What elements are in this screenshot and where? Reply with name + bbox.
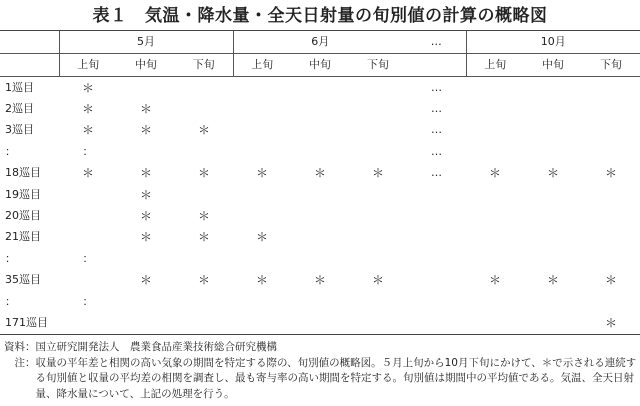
empty-cell [582, 227, 640, 248]
empty-cell [233, 184, 291, 205]
empty-cell [466, 120, 524, 141]
asterisk-mark: ＊ [198, 230, 211, 245]
empty-cell [524, 98, 582, 119]
table-row [0, 120, 640, 141]
period-header-empty [407, 54, 466, 77]
empty-cell [117, 312, 175, 334]
period-header: 下旬 [349, 54, 407, 77]
asterisk-mark: ＊ [81, 102, 94, 117]
table-row [0, 312, 640, 334]
empty-cell [349, 248, 407, 269]
empty-cell [407, 227, 466, 248]
empty-cell [175, 248, 233, 269]
empty-cell [233, 98, 291, 119]
source-text: 国立研究開発法人 農業食品産業技術総合研究機構 [35, 341, 277, 353]
period-header: 中旬 [291, 54, 349, 77]
asterisk-mark: ＊ [139, 273, 152, 288]
row-label: 35巡目 [5, 273, 41, 287]
empty-cell [117, 248, 175, 269]
empty-cell [407, 270, 466, 291]
empty-cell [349, 205, 407, 226]
empty-cell [291, 205, 349, 226]
empty-cell [291, 291, 349, 312]
period-header: 中旬 [117, 54, 175, 77]
row-label: 20巡目 [5, 209, 41, 223]
month-header: 10月 [466, 31, 640, 54]
period-header: 上旬 [466, 54, 524, 77]
empty-cell [291, 227, 349, 248]
empty-cell [466, 291, 524, 312]
row-label: 21巡目 [5, 230, 41, 244]
corner-cell [0, 31, 59, 54]
asterisk-mark: ＊ [256, 166, 269, 181]
empty-cell [582, 120, 640, 141]
asterisk-mark: ＊ [198, 209, 211, 224]
empty-cell [466, 312, 524, 334]
table-row [0, 248, 640, 269]
month-header: 5月 [59, 31, 233, 54]
row-label: 2巡目 [5, 102, 34, 116]
period-header: 下旬 [175, 54, 233, 77]
empty-cell [524, 291, 582, 312]
empty-cell [175, 184, 233, 205]
row-label: 1巡目 [5, 80, 34, 94]
period-header-row [0, 54, 640, 77]
period-header: 上旬 [59, 54, 117, 77]
empty-cell [524, 77, 582, 99]
note-text: 収量の平年差と相関の高い気象の期間を特定する際の、旬別値の概略図。５月上旬から10月下旬にかけて、＊で示される連続する旬別値と収量の平均差の相関を調査し、最も寄与率の高い期間を特定する。旬別値は期間中の平均値である。気温、全天日射量、降水量について、上記の処理を行う。 [35, 356, 637, 400]
asterisk-mark: ＊ [139, 123, 152, 138]
asterisk-mark: ＊ [547, 166, 560, 181]
empty-cell [466, 205, 524, 226]
empty-cell [466, 248, 524, 269]
empty-cell [582, 141, 640, 162]
asterisk-mark: ＊ [256, 273, 269, 288]
empty-cell [291, 77, 349, 99]
empty-cell [59, 227, 117, 248]
empty-cell [117, 141, 175, 162]
calculation-table [0, 30, 640, 335]
row-label: 171巡目 [0, 312, 59, 334]
empty-cell [524, 141, 582, 162]
asterisk-mark: ＊ [139, 209, 152, 224]
table-row [0, 270, 640, 291]
empty-cell [524, 184, 582, 205]
row-label-header [0, 54, 59, 77]
empty-cell [349, 227, 407, 248]
ellipsis-mark: … [431, 102, 443, 116]
empty-cell [466, 98, 524, 119]
empty-cell [175, 98, 233, 119]
empty-cell [59, 205, 117, 226]
table-row [0, 291, 640, 312]
empty-cell [466, 77, 524, 99]
empty-cell [291, 120, 349, 141]
table-row [0, 227, 640, 248]
empty-cell [349, 312, 407, 334]
empty-cell [117, 77, 175, 99]
continuation-mark: ： [82, 144, 94, 158]
empty-cell [524, 120, 582, 141]
empty-cell [291, 312, 349, 334]
ellipsis-mark: … [431, 144, 443, 158]
empty-cell [349, 98, 407, 119]
empty-cell [233, 248, 291, 269]
empty-cell [59, 270, 117, 291]
row-label: 19巡目 [5, 187, 41, 201]
empty-cell [233, 120, 291, 141]
table-row [0, 141, 640, 162]
asterisk-mark: ＊ [256, 230, 269, 245]
period-header: 中旬 [524, 54, 582, 77]
asterisk-mark: ＊ [489, 273, 502, 288]
row-label: ： [5, 144, 16, 158]
table-row [0, 205, 640, 226]
empty-cell [582, 77, 640, 99]
empty-cell [524, 312, 582, 334]
asterisk-mark: ＊ [81, 80, 94, 95]
note-line [4, 356, 638, 403]
table-body [0, 77, 640, 335]
empty-cell [582, 184, 640, 205]
empty-cell [233, 205, 291, 226]
empty-cell [117, 291, 175, 312]
empty-cell [291, 184, 349, 205]
empty-cell [175, 312, 233, 334]
empty-cell [582, 248, 640, 269]
empty-cell [466, 184, 524, 205]
asterisk-mark: ＊ [547, 273, 560, 288]
continuation-mark: ： [82, 251, 94, 265]
asterisk-mark: ＊ [198, 273, 211, 288]
period-header: 下旬 [582, 54, 640, 77]
empty-cell [582, 205, 640, 226]
asterisk-mark: ＊ [605, 166, 618, 181]
row-label: ： [5, 251, 16, 265]
empty-cell [175, 77, 233, 99]
row-label: ： [5, 294, 16, 308]
asterisk-mark: ＊ [372, 273, 385, 288]
empty-cell [407, 205, 466, 226]
row-label: 3巡目 [5, 123, 34, 137]
table-row [0, 77, 640, 99]
asterisk-mark: ＊ [81, 123, 94, 138]
ellipsis-mark: … [431, 166, 443, 180]
asterisk-mark: ＊ [314, 166, 327, 181]
month-header: 6月 [233, 31, 407, 54]
empty-cell [466, 227, 524, 248]
empty-cell [175, 141, 233, 162]
empty-cell [291, 248, 349, 269]
empty-cell [233, 77, 291, 99]
empty-cell [59, 184, 117, 205]
continuation-mark: ： [82, 294, 94, 308]
empty-cell [233, 141, 291, 162]
empty-cell [524, 248, 582, 269]
empty-cell [349, 291, 407, 312]
empty-cell [524, 227, 582, 248]
source-line [4, 340, 638, 356]
empty-cell [466, 141, 524, 162]
asterisk-mark: ＊ [81, 166, 94, 181]
asterisk-mark: ＊ [139, 187, 152, 202]
empty-cell [291, 98, 349, 119]
empty-cell [349, 184, 407, 205]
empty-cell [349, 141, 407, 162]
month-header-ellipsis: … [407, 31, 466, 54]
table-row [0, 184, 640, 205]
table-row [0, 163, 640, 184]
asterisk-mark: ＊ [372, 166, 385, 181]
empty-cell [582, 291, 640, 312]
asterisk-mark: ＊ [198, 166, 211, 181]
empty-cell [524, 205, 582, 226]
asterisk-mark: ＊ [605, 273, 618, 288]
page-title: 表１ 気温・降水量・全天日射量の旬別値の計算の概略図 [92, 6, 548, 26]
asterisk-mark: ＊ [139, 230, 152, 245]
asterisk-mark: ＊ [582, 312, 640, 334]
table-row [0, 98, 640, 119]
empty-cell [291, 141, 349, 162]
notes [4, 340, 638, 402]
empty-cell [349, 120, 407, 141]
empty-cell [407, 291, 466, 312]
asterisk-mark: ＊ [314, 273, 327, 288]
empty-cell [407, 248, 466, 269]
row-label: 18巡目 [5, 166, 41, 180]
ellipsis-mark: … [431, 80, 443, 94]
empty-cell [175, 291, 233, 312]
asterisk-mark: ＊ [198, 123, 211, 138]
asterisk-mark: ＊ [139, 166, 152, 181]
empty-cell [59, 312, 117, 334]
ellipsis-mark: … [431, 123, 443, 137]
asterisk-mark: ＊ [139, 102, 152, 117]
month-header-row [0, 31, 640, 54]
period-header: 上旬 [233, 54, 291, 77]
empty-cell [582, 98, 640, 119]
note-label: 注： [4, 356, 36, 369]
empty-cell [407, 184, 466, 205]
empty-cell [233, 312, 291, 334]
empty-cell [233, 291, 291, 312]
asterisk-mark: ＊ [489, 166, 502, 181]
empty-cell [407, 312, 466, 334]
empty-cell [349, 77, 407, 99]
source-label: 資料： [4, 341, 36, 353]
